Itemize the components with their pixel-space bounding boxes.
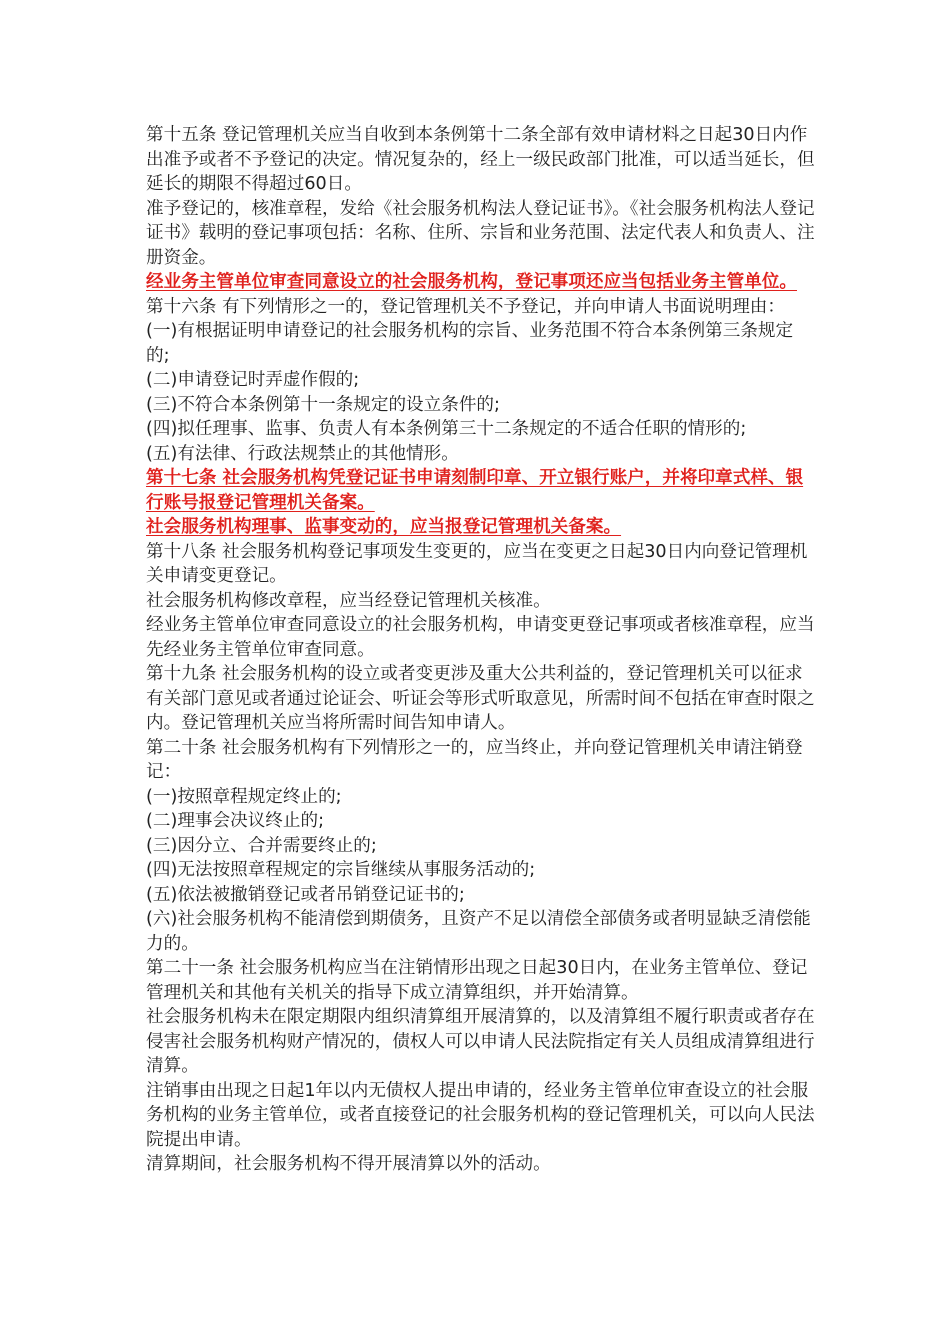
paragraph-charter-amendment: 社会服务机构修改章程，应当经登记管理机关核准。 [146,590,551,611]
paragraph-no-creditor-application: 注销事由出现之日起1年以内无债权人提出申请的，经业务主管单位审查设立的社会服务机构的业务主管单位，或者直接登记的社会服务机构的登记管理机关，可以向人民法院提出申请。 [146,1080,815,1150]
list-item-20-2: (二)理事会决议终止的; [146,811,325,831]
paragraph-change-review: 经业务主管单位审查同意设立的社会服务机构，申请变更登记事项或者核准章程，应当先经业务主管单位审查同意。 [146,615,815,660]
list-item-16-5: (五)有法律、行政法规禁止的其他情形。 [146,443,459,464]
highlighted-paragraph-article-17: 第十七条 社会服务机构凭登记证书申请刻制印章、开立银行账户，并将印章式样、银行账号报登记管理机关备案。 [146,468,804,513]
list-item-16-1: (一)有根据证明申请登记的社会服务机构的宗旨、业务范围不符合本条例第三条规定的; [146,321,794,366]
paragraph-liquidation-period: 清算期间，社会服务机构不得开展清算以外的活动。 [146,1154,551,1174]
paragraph-certificate-contents: 准予登记的，核准章程，发给《社会服务机构法人登记证书》。《社会服务机构法人登记证书》载明的登记事项包括：名称、住所、宗旨和业务范围、法定代表人和负责人、注册资金。 [146,198,815,268]
highlighted-paragraph-supervisor-unit: 经业务主管单位审查同意设立的社会服务机构，登记事项还应当包括业务主管单位。 [146,272,797,292]
list-item-20-6: (六)社会服务机构不能清偿到期债务，且资产不足以清偿全部债务或者明显缺乏清偿能力的。 [146,909,811,954]
paragraph-article-15: 第十五条 登记管理机关应当自收到本条例第十二条全部有效申请材料之日起30日内作出准予或者不予登记的决定。情况复杂的，经上一级民政部门批准，可以适当延长，但延长的期限不得超过60日。 [146,125,815,194]
list-item-20-4: (四)无法按照章程规定的宗旨继续从事服务活动的; [146,860,536,880]
highlighted-paragraph-director-change: 社会服务机构理事、监事变动的，应当报登记管理机关备案。 [146,517,622,537]
document-body [146,123,816,1177]
paragraph-article-20: 第二十条 社会服务机构有下列情形之一的，应当终止，并向登记管理机关申请注销登记： [146,737,803,782]
list-item-20-5: (五)依法被撤销登记或者吊销登记证书的; [146,884,465,905]
paragraph-article-21: 第二十一条 社会服务机构应当在注销情形出现之日起30日内，在业务主管单位、登记管理机关和其他有关机关的指导下成立清算组织，并开始清算。 [146,958,808,1003]
list-item-20-3: (三)因分立、合并需要终止的; [146,835,377,856]
paragraph-article-16: 第十六条 有下列情形之一的，登记管理机关不予登记，并向申请人书面说明理由： [146,296,785,317]
paragraph-article-19: 第十九条 社会服务机构的设立或者变更涉及重大公共利益的，登记管理机关可以征求有关部门意见或者通过论证会、听证会等形式听取意见，所需时间不包括在审查时限之内。登记管理机关应当将所需时间告知申请人。 [146,664,815,733]
paragraph-article-18: 第十八条 社会服务机构登记事项发生变更的，应当在变更之日起30日内向登记管理机关申请变更登记。 [146,541,808,586]
paragraph-court-liquidation: 社会服务机构未在限定期限内组织清算组开展清算的，以及清算组不履行职责或者存在侵害社会服务机构财产情况的，债权人可以申请人民法院指定有关人员组成清算组进行清算。 [146,1007,815,1076]
list-item-16-4: (四)拟任理事、监事、负责人有本条例第三十二条规定的不适合任职的情形的; [146,419,747,439]
list-item-20-1: (一)按照章程规定终止的; [146,786,342,807]
list-item-16-3: (三)不符合本条例第十一条规定的设立条件的; [146,394,500,415]
list-item-16-2: (二)申请登记时弄虚作假的; [146,370,360,390]
